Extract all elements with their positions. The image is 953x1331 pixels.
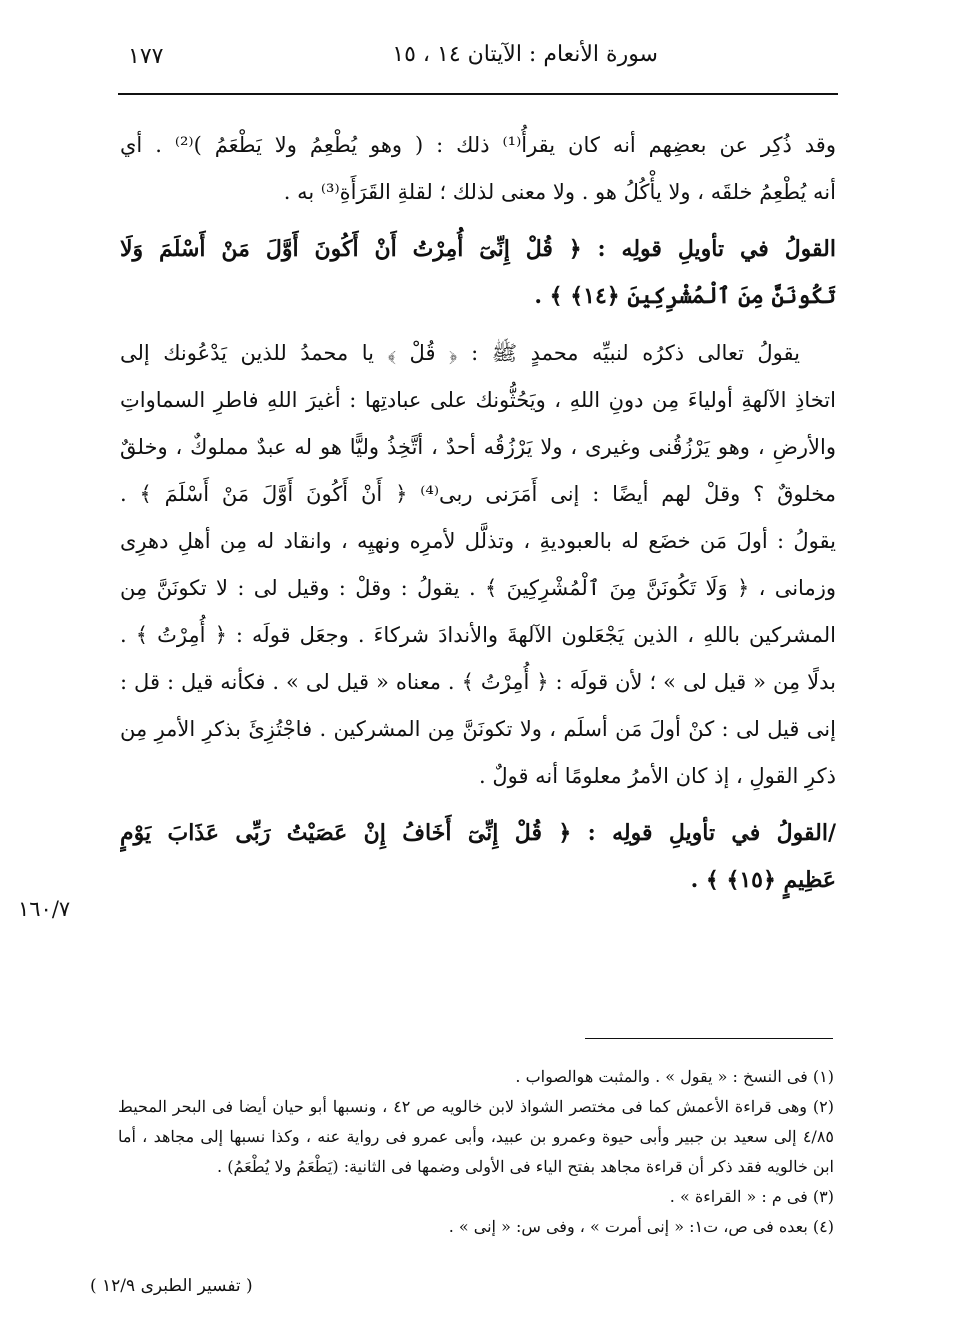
text-line: والأرضِ ، وهو يَرْزُقُنى وغيرى ، ولا يَرْزُقُه أحدٌ ، أتَّخِذُ وليًّا هو له عبدٌ مملوكٌ ، وخلقٌ — [120, 435, 836, 459]
main-text — [120, 122, 836, 904]
page-header — [118, 38, 838, 84]
footnote-line: ٤/٨٥ إلى سعيد بن جبير وأبى حيوة وعمرو بن عبيد، وأبى عمرو فى رواية عنه ، وكذا نسبها إلى مجاهد ، أما — [118, 1127, 834, 1146]
text-line: مخلوقٌ ؟ وقلْ لهم أيضًا : إنى أَمَرَنى ربى⁽⁴⁾ ﴿ أَنْ أَكُونَ أَوَّلَ مَنْ أَسْلَمَ ﴾ . — [120, 482, 836, 506]
section-heading: /القولُ في تأويلِ قولِه : ﴿ قُلْ إِنِّىٓ أَخَافُ إِنْ عَصَيْتُ رَبِّى عَذَابَ يَوْمٍ — [120, 820, 836, 846]
running-title: سورة الأنعام : الآيتان ١٤ ، ١٥ — [392, 42, 658, 67]
footnote-line: (١) فى النسخ : « يقول » . والمثبت هوالصواب . — [515, 1067, 834, 1086]
text-line: المشركين باللهِ ، الذين يَجْعَلون الآلهةَ والأندادَ شركاءَ . وجعَل قولَه : ﴿ أُمِرْتُ ﴾ . — [120, 623, 836, 647]
footnote-line: (٤) بعده فى ص، ت١: « إنى أمرت » ، وفى س: « إنى » . — [448, 1217, 834, 1236]
footnote-line: (٣) فى م : « القراءة » . — [669, 1187, 834, 1206]
footnote-rule — [585, 1038, 833, 1039]
text-line: اتخاذِ الآلهةِ أولياءَ مِن دونِ اللهِ ، ويَحُثُّونك على عبادتِها : أغيرَ اللهِ فاطرِ السماواتِ — [120, 388, 836, 412]
text-line: يقولُ : أولَ مَن خضَع له بالعبوديةِ ، وتذلَّل لأمرِه ونهيِه ، وانقاد له مِن أهلِ دهرِى — [120, 529, 836, 553]
footnote-line: (٢) وهى قراءة الأعمش كما فى مختصر الشواذ لابن خالويه ص ٤٢ ، ونسبها أبو حيان أيضا فى البحر المحيط — [118, 1097, 834, 1116]
text-line: يقولُ تعالى ذكرُه لنبيِّه محمدٍ ﷺ : ﴿ قُلْ ﴾ يا محمدُ للذين يَدْعُونك إلى — [120, 341, 800, 365]
section-heading: القولُ في تأويلِ قولِه : ﴿ قُلْ إِنِّىٓ أُمِرْتُ أَنْ أَكُونَ أَوَّلَ مَنْ أَسْلَمَ وَلَا — [120, 236, 836, 262]
footnotes — [118, 1062, 834, 1242]
section-heading: تَكُونَنَّ مِنَ ٱلْمُشْرِكِينَ ﴿١٤﴾ ﴾ . — [534, 283, 836, 309]
text-line: إنى قيل لى : كنْ أولَ مَن أسلَم ، ولا تكونَنَّ مِن المشركين . فاجْتُزِئَ بذكرِ الأمرِ مِن — [120, 717, 836, 741]
text-line: وزمانى ، ﴿ وَلَا تَكُونَنَّ مِنَ ٱلْمُشْرِكِينَ ﴾ . يقولُ : وقلْ : وقيل لى : لا تكونَنَّ مِن — [120, 576, 836, 600]
section-heading: عَظِيمٍ ﴿١٥﴾ ﴾ . — [690, 867, 836, 893]
header-rule — [118, 93, 838, 95]
page-footer: ( تفسير الطبرى ١٢/٩ ) — [90, 1276, 253, 1296]
text-line: ذكرِ القولِ ، إذ كان الأمرُ معلومًا أنه قولٌ . — [479, 764, 836, 788]
page-number: ١٧٧ — [128, 44, 164, 69]
text-line: بدلًا مِن « قيل لى » ؛ لأن قولَه : ﴿ أُمِرْتُ ﴾ . معناه « قيل لى » . فكأنه قيل : قل : — [120, 670, 836, 694]
footnote-line: ابن خالويه فقد ذكر أن قراءة مجاهد بفتح الياء فى الأولى وضمها فى الثانية: (يَطْعَمُ ولا يُطْعَمُ) . — [217, 1157, 834, 1176]
text-line: وقد ذُكِر عن بعضِهم أنه كان يقرأُ⁽¹⁾ ذلك : ( وهو يُطْعِمُ ولا يَطْعَمُ )⁽²⁾ . أي — [120, 133, 836, 157]
text-line: أنه يُطْعِمُ خلقَه ، ولا يأْكُلُ هو . ولا معنى لذلك ؛ لقلةِ القَرَأَةِ⁽³⁾ به . — [283, 180, 836, 204]
margin-page-reference: ١٦٠/٧ — [18, 897, 71, 921]
